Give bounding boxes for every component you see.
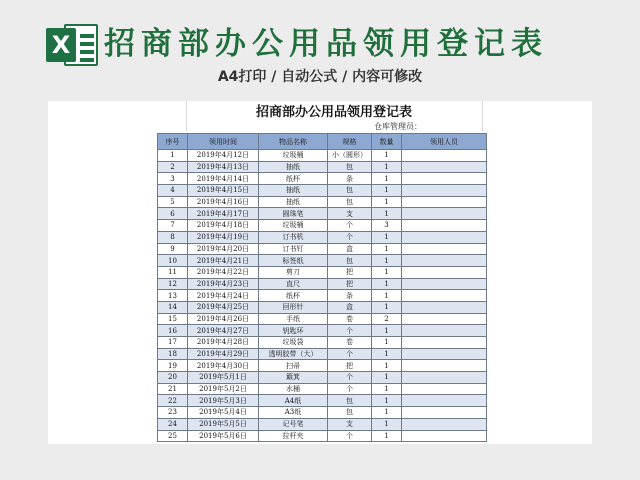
cell-index: 2 <box>158 161 188 173</box>
cell-qty: 1 <box>372 208 402 220</box>
cell-date: 2019年4月19日 <box>188 231 259 243</box>
cell-date: 2019年5月4日 <box>188 407 259 419</box>
cell-item: 钥匙环 <box>259 325 328 337</box>
table-row <box>158 383 487 395</box>
cell-qty: 1 <box>372 185 402 197</box>
table-row <box>158 173 487 185</box>
table-row <box>158 255 487 267</box>
excel-icon-letter: X <box>46 28 76 62</box>
cell-item: 纸杯 <box>259 290 328 302</box>
cell-recipient <box>402 337 487 349</box>
cell-index: 14 <box>158 301 188 313</box>
cell-qty: 1 <box>372 266 402 278</box>
table-row <box>158 395 487 407</box>
cell-item: 垃圾桶 <box>259 220 328 232</box>
cell-spec: 条 <box>328 290 372 302</box>
cell-recipient <box>402 372 487 384</box>
cell-index: 8 <box>158 231 188 243</box>
cell-item: 透明胶带（大） <box>259 348 328 360</box>
cell-date: 2019年5月6日 <box>188 430 259 442</box>
table-row <box>158 266 487 278</box>
cell-recipient <box>402 150 487 162</box>
cell-index: 12 <box>158 278 188 290</box>
table-row <box>158 430 487 442</box>
excel-icon <box>46 20 100 70</box>
col-header-date: 领用时间 <box>188 134 259 150</box>
cell-recipient <box>402 383 487 395</box>
cell-recipient <box>402 278 487 290</box>
cell-date: 2019年4月27日 <box>188 325 259 337</box>
cell-spec: 卷 <box>328 313 372 325</box>
table-row <box>158 161 487 173</box>
cell-recipient <box>402 395 487 407</box>
cell-item: 水桶 <box>259 383 328 395</box>
cell-index: 9 <box>158 243 188 255</box>
cell-recipient <box>402 220 487 232</box>
cell-spec: 小（圆形） <box>328 150 372 162</box>
table-row <box>158 220 487 232</box>
cell-recipient <box>402 360 487 372</box>
cell-recipient <box>402 266 487 278</box>
cell-qty: 1 <box>372 290 402 302</box>
cell-item: A4纸 <box>259 395 328 407</box>
cell-index: 20 <box>158 372 188 384</box>
cell-index: 13 <box>158 290 188 302</box>
cell-index: 1 <box>158 150 188 162</box>
cell-spec: 包 <box>328 161 372 173</box>
cell-index: 25 <box>158 430 188 442</box>
table-row <box>158 337 487 349</box>
cell-qty: 1 <box>372 161 402 173</box>
cell-date: 2019年4月15日 <box>188 185 259 197</box>
cell-index: 11 <box>158 266 188 278</box>
cell-qty: 3 <box>372 220 402 232</box>
cell-recipient <box>402 243 487 255</box>
cell-qty: 1 <box>372 243 402 255</box>
cell-spec: 盒 <box>328 243 372 255</box>
cell-recipient <box>402 231 487 243</box>
table-row <box>158 290 487 302</box>
cell-date: 2019年4月30日 <box>188 360 259 372</box>
table-row <box>158 407 487 419</box>
cell-date: 2019年5月1日 <box>188 372 259 384</box>
cell-index: 3 <box>158 173 188 185</box>
cell-item: 标签纸 <box>259 255 328 267</box>
cell-qty: 1 <box>372 337 402 349</box>
cell-recipient <box>402 161 487 173</box>
cell-recipient <box>402 313 487 325</box>
cell-date: 2019年4月25日 <box>188 301 259 313</box>
table-row <box>158 301 487 313</box>
cell-recipient <box>402 325 487 337</box>
cell-recipient <box>402 185 487 197</box>
cell-spec: 个 <box>328 372 372 384</box>
cell-index: 5 <box>158 196 188 208</box>
cell-qty: 1 <box>372 150 402 162</box>
cell-spec: 支 <box>328 208 372 220</box>
cell-spec: 个 <box>328 325 372 337</box>
cell-item: 手纸 <box>259 313 328 325</box>
table-header-row <box>158 134 487 150</box>
table-row <box>158 348 487 360</box>
table-row <box>158 208 487 220</box>
cell-recipient <box>402 407 487 419</box>
cell-date: 2019年4月18日 <box>188 220 259 232</box>
cell-qty: 1 <box>372 231 402 243</box>
cell-item: 抽纸 <box>259 161 328 173</box>
cell-item: 垃圾袋 <box>259 337 328 349</box>
cell-spec: 包 <box>328 407 372 419</box>
cell-item: 直尺 <box>259 278 328 290</box>
cell-index: 15 <box>158 313 188 325</box>
cell-spec: 个 <box>328 348 372 360</box>
cell-spec: 包 <box>328 196 372 208</box>
cell-date: 2019年4月21日 <box>188 255 259 267</box>
cell-qty: 2 <box>372 313 402 325</box>
cell-date: 2019年4月28日 <box>188 337 259 349</box>
sheet-title: 招商部办公用品领用登记表 <box>255 105 412 120</box>
cell-index: 21 <box>158 383 188 395</box>
sheet-header-area <box>48 101 592 131</box>
spreadsheet-preview <box>48 101 592 444</box>
col-header-recipient: 领用人员 <box>402 134 487 150</box>
cell-spec: 卷 <box>328 337 372 349</box>
table-row <box>158 325 487 337</box>
col-header-qty: 数量 <box>372 134 402 150</box>
cell-qty: 1 <box>372 278 402 290</box>
col-header-spec: 规格 <box>328 134 372 150</box>
cell-index: 6 <box>158 208 188 220</box>
cell-item: 订书钉 <box>259 243 328 255</box>
cell-date: 2019年4月23日 <box>188 278 259 290</box>
cell-date: 2019年4月26日 <box>188 313 259 325</box>
cell-recipient <box>402 348 487 360</box>
table-row <box>158 278 487 290</box>
table-row <box>158 372 487 384</box>
cell-date: 2019年4月29日 <box>188 348 259 360</box>
cell-index: 23 <box>158 407 188 419</box>
requisition-table <box>157 133 487 442</box>
cell-recipient <box>402 255 487 267</box>
cell-recipient <box>402 196 487 208</box>
cell-date: 2019年4月13日 <box>188 161 259 173</box>
cell-spec: 包 <box>328 185 372 197</box>
table-row <box>158 243 487 255</box>
cell-index: 22 <box>158 395 188 407</box>
table-row <box>158 185 487 197</box>
cell-index: 17 <box>158 337 188 349</box>
cell-recipient <box>402 301 487 313</box>
cell-spec: 个 <box>328 220 372 232</box>
cell-item: 扫帚 <box>259 360 328 372</box>
cell-item: 记号笔 <box>259 418 328 430</box>
cell-date: 2019年5月2日 <box>188 383 259 395</box>
cell-date: 2019年5月5日 <box>188 418 259 430</box>
cell-qty: 1 <box>372 173 402 185</box>
cell-index: 7 <box>158 220 188 232</box>
cell-spec: 盒 <box>328 301 372 313</box>
cell-date: 2019年4月17日 <box>188 208 259 220</box>
cell-item: 订书机 <box>259 231 328 243</box>
cell-qty: 1 <box>372 255 402 267</box>
cell-spec: 支 <box>328 418 372 430</box>
cell-qty: 1 <box>372 407 402 419</box>
cell-item: 回形针 <box>259 301 328 313</box>
promo-banner <box>0 0 640 100</box>
cell-date: 2019年5月3日 <box>188 395 259 407</box>
table-row <box>158 196 487 208</box>
cell-date: 2019年4月12日 <box>188 150 259 162</box>
cell-qty: 1 <box>372 430 402 442</box>
cell-item: 簸箕 <box>259 372 328 384</box>
banner-title: 招商部办公用品领用登记表 <box>104 26 548 62</box>
cell-qty: 1 <box>372 360 402 372</box>
banner-subtitle: A4打印 / 自动公式 / 内容可修改 <box>217 69 423 85</box>
cell-date: 2019年4月16日 <box>188 196 259 208</box>
table-row <box>158 231 487 243</box>
cell-qty: 1 <box>372 196 402 208</box>
cell-qty: 1 <box>372 301 402 313</box>
cell-spec: 个 <box>328 383 372 395</box>
cell-item: 抽纸 <box>259 196 328 208</box>
table-row <box>158 150 487 162</box>
cell-index: 10 <box>158 255 188 267</box>
cell-item: 圆珠笔 <box>259 208 328 220</box>
cell-spec: 包 <box>328 395 372 407</box>
cell-qty: 1 <box>372 418 402 430</box>
cell-index: 19 <box>158 360 188 372</box>
cell-spec: 条 <box>328 173 372 185</box>
cell-spec: 个 <box>328 430 372 442</box>
cell-item: 剪刀 <box>259 266 328 278</box>
cell-index: 24 <box>158 418 188 430</box>
cell-spec: 个 <box>328 231 372 243</box>
cell-date: 2019年4月14日 <box>188 173 259 185</box>
col-header-index: 序号 <box>158 134 188 150</box>
table-row <box>158 313 487 325</box>
cell-spec: 把 <box>328 266 372 278</box>
cell-item: 抽纸 <box>259 185 328 197</box>
cell-qty: 1 <box>372 372 402 384</box>
col-header-item: 物品名称 <box>259 134 328 150</box>
cell-item: A3纸 <box>259 407 328 419</box>
cell-recipient <box>402 290 487 302</box>
cell-spec: 把 <box>328 360 372 372</box>
warehouse-manager-label: 仓库管理员： <box>374 122 422 131</box>
cell-item: 拉杆夹 <box>259 430 328 442</box>
cell-spec: 包 <box>328 255 372 267</box>
cell-recipient <box>402 430 487 442</box>
cell-index: 16 <box>158 325 188 337</box>
cell-qty: 1 <box>372 325 402 337</box>
cell-recipient <box>402 173 487 185</box>
cell-date: 2019年4月20日 <box>188 243 259 255</box>
cell-qty: 1 <box>372 348 402 360</box>
cell-item: 纸杯 <box>259 173 328 185</box>
cell-recipient <box>402 418 487 430</box>
cell-qty: 1 <box>372 395 402 407</box>
cell-qty: 1 <box>372 383 402 395</box>
cell-index: 4 <box>158 185 188 197</box>
table-row <box>158 418 487 430</box>
cell-index: 18 <box>158 348 188 360</box>
cell-date: 2019年4月22日 <box>188 266 259 278</box>
cell-recipient <box>402 208 487 220</box>
table-row <box>158 360 487 372</box>
cell-item: 垃圾桶 <box>259 150 328 162</box>
cell-date: 2019年4月24日 <box>188 290 259 302</box>
cell-spec: 把 <box>328 278 372 290</box>
